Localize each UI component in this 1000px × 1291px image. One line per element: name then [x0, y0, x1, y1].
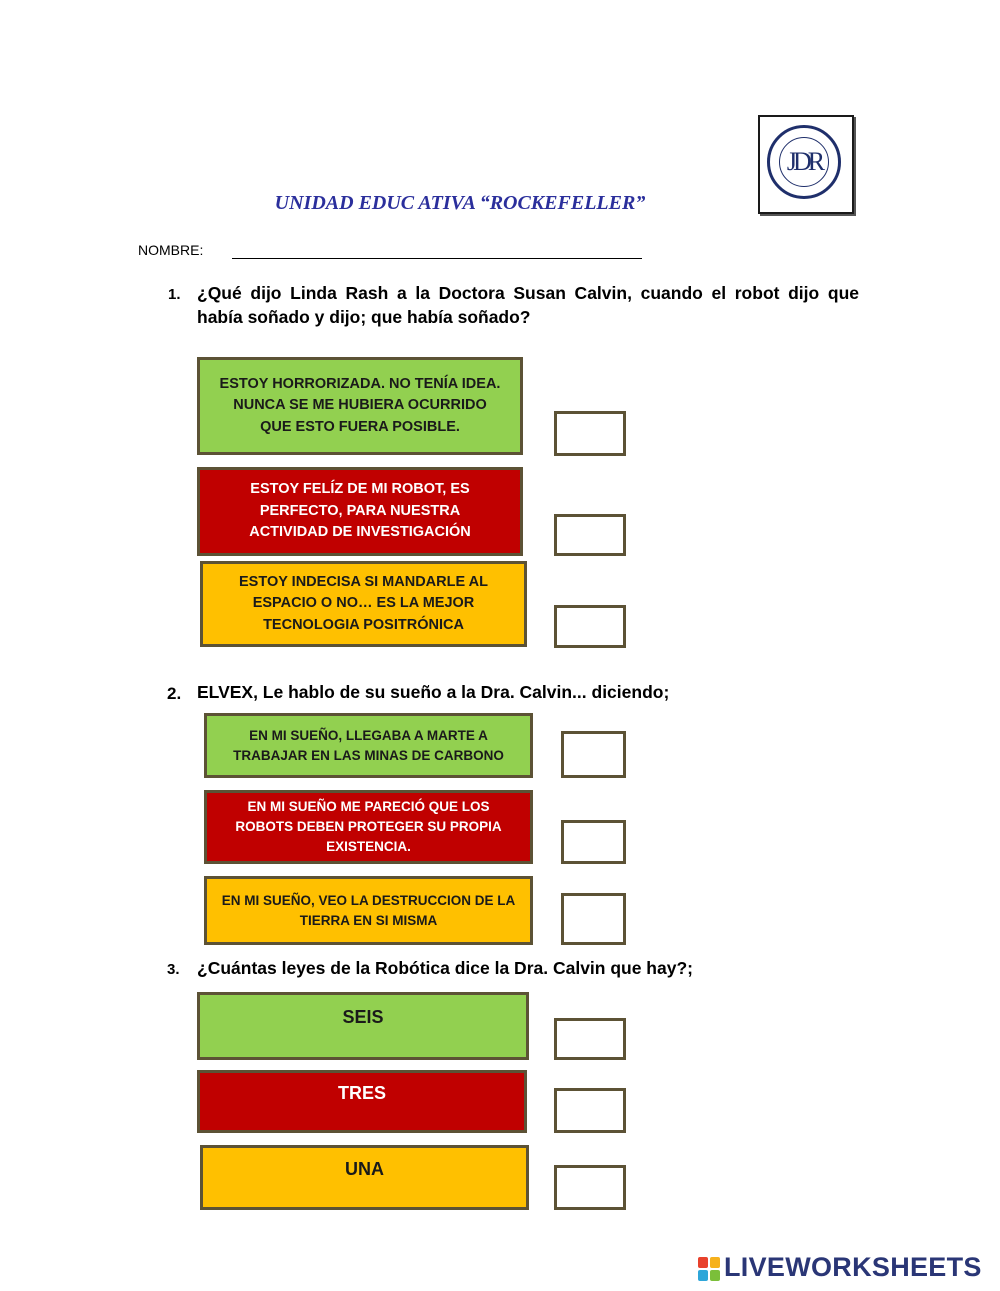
question-3-number: 3.	[167, 961, 180, 978]
name-label: NOMBRE:	[138, 242, 204, 258]
school-title: UNIDAD EDUC ATIVA “ROCKEFELLER”	[274, 192, 646, 214]
q1-option-1[interactable]: ESTOY HORRORIZADA. NO TENÍA IDEA. NUNCA SE ME HUBIERA OCURRIDO QUE ESTO FUERA POSIBLE.	[197, 357, 523, 455]
question-2-number: 2.	[167, 684, 182, 703]
q3-option-2[interactable]: TRES	[197, 1070, 527, 1133]
q1-answer-box-1[interactable]	[554, 411, 626, 456]
question-3-text: ¿Cuántas leyes de la Robótica dice la Dra. Calvin que hay?;	[197, 958, 693, 978]
question-1-number: 1.	[168, 286, 181, 303]
school-logo	[758, 115, 854, 214]
logo-seal-icon	[767, 125, 841, 199]
q3-option-1[interactable]: SEIS	[197, 992, 529, 1060]
q2-answer-box-3[interactable]	[561, 893, 626, 945]
q1-option-2[interactable]: ESTOY FELÍZ DE MI ROBOT, ES PERFECTO, PARA NUESTRA ACTIVIDAD DE INVESTIGACIÓN	[197, 467, 523, 556]
liveworksheets-logo-icon	[698, 1257, 720, 1281]
q1-answer-box-3[interactable]	[554, 605, 626, 648]
q3-answer-box-1[interactable]	[554, 1018, 626, 1060]
q3-option-3[interactable]: UNA	[200, 1145, 529, 1210]
q2-answer-box-1[interactable]	[561, 731, 626, 778]
liveworksheets-brand[interactable]: LIVEWORKSHEETS	[724, 1252, 982, 1282]
name-input-line[interactable]	[232, 258, 642, 259]
q1-answer-box-2[interactable]	[554, 514, 626, 556]
q2-option-2[interactable]: EN MI SUEÑO ME PARECIÓ QUE LOS ROBOTS DEBEN PROTEGER SU PROPIA EXISTENCIA.	[204, 790, 533, 864]
q2-option-3[interactable]: EN MI SUEÑO, VEO LA DESTRUCCION DE LA TIERRA EN SI MISMA	[204, 876, 533, 945]
question-2-text: ELVEX, Le hablo de su sueño a la Dra. Calvin... diciendo;	[197, 682, 670, 702]
q3-answer-box-2[interactable]	[554, 1088, 626, 1133]
q3-answer-box-3[interactable]	[554, 1165, 626, 1210]
q1-option-3[interactable]: ESTOY INDECISA SI MANDARLE AL ESPACIO O NO… ES LA MEJOR TECNOLOGIA POSITRÓNICA	[200, 561, 527, 647]
question-1-text: ¿Qué dijo Linda Rash a la Doctora Susan Calvin, cuando el robot dijo que había soñado y dijo; que había soñado?	[197, 283, 859, 327]
q2-option-1[interactable]: EN MI SUEÑO, LLEGABA A MARTE A TRABAJAR EN LAS MINAS DE CARBONO	[204, 713, 533, 778]
q2-answer-box-2[interactable]	[561, 820, 626, 864]
logo-initials: JDR	[779, 137, 829, 187]
